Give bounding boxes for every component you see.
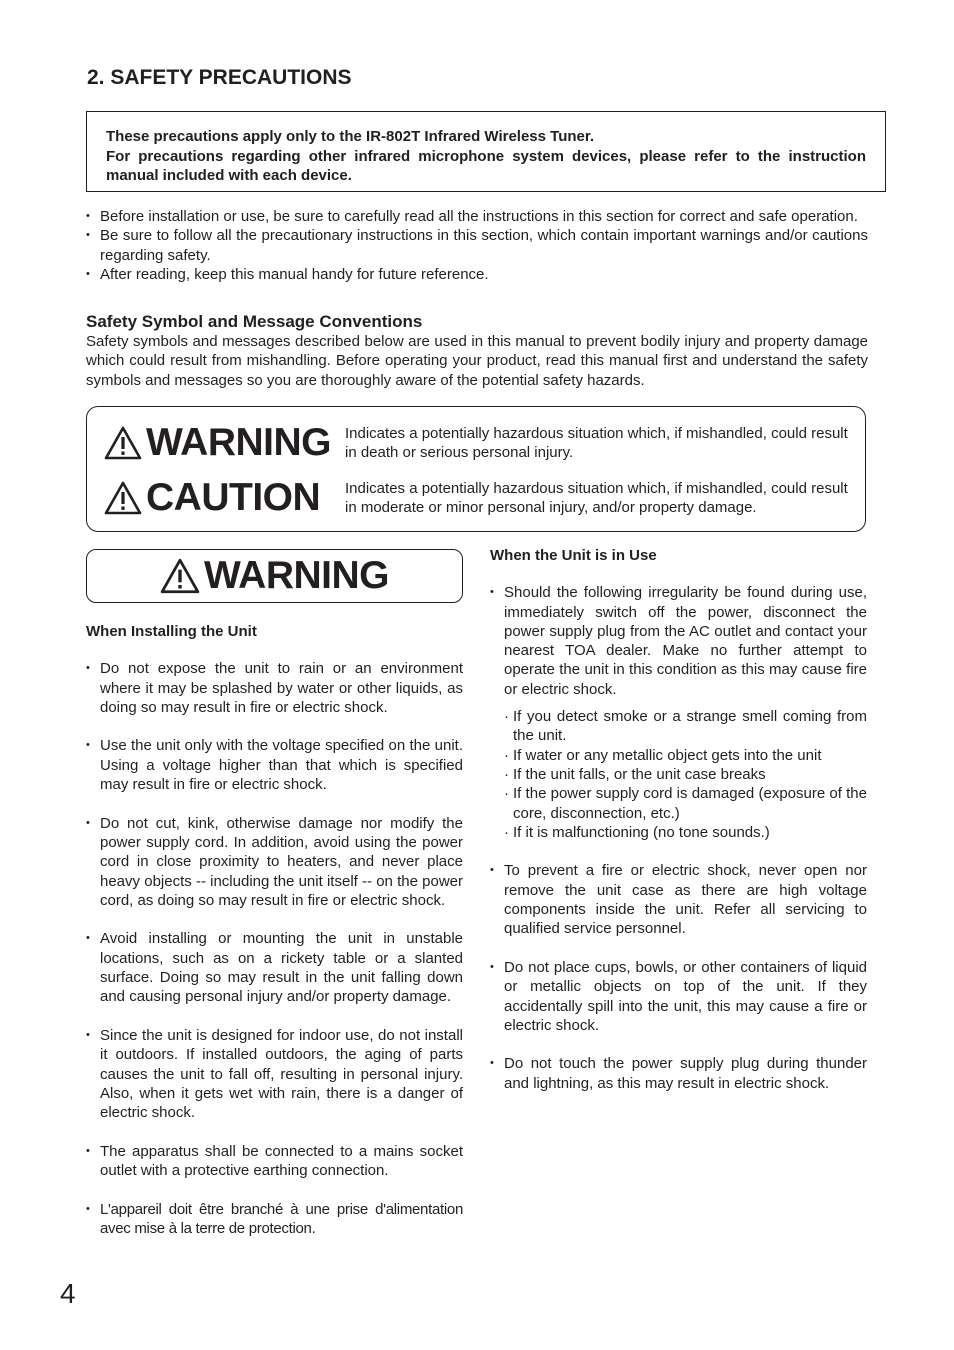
list-item: • Before installation or use, be sure to carefully read all the instructions in this section for correct and safe operation. <box>86 207 868 226</box>
sub-list-item: · If it is malfunctioning (no tone sounds.) <box>504 823 867 842</box>
list-item: • Avoid installing or mounting the unit in unstable locations, such as on a rickety table or a slanted surface. Doing so may result in the unit falling down and causing personal injury and/or property damage. <box>86 929 463 1006</box>
warning-symbol-label <box>104 421 331 465</box>
page-number: 4 <box>60 1278 76 1309</box>
list-item: • Do not place cups, bowls, or other containers of liquid or metallic objects on top of the unit. If they accidentally spill into the unit, this may cause a fire or electric shock. <box>490 958 867 1035</box>
installing-heading: When Installing the Unit <box>86 623 257 640</box>
caution-triangle-icon <box>104 481 142 515</box>
notice-box <box>86 111 886 192</box>
warning-banner-title: WARNING <box>204 554 389 597</box>
conventions-heading: Safety Symbol and Message Conventions <box>86 312 423 331</box>
list-item: • L'appareil doit être branché à une prise d'alimentation avec mise à la terre de protection. <box>86 1200 463 1239</box>
warning-triangle-icon <box>160 558 200 594</box>
list-item: • Be sure to follow all the precautionary instructions in this section, which contain important warnings and/or cautions regarding safety. <box>86 226 868 265</box>
in-use-list <box>490 583 867 1093</box>
list-item: • Since the unit is designed for indoor use, do not install it outdoors. If installed outdoors, the aging of parts causes the unit to fall off, resulting in personal injury. Also, when it gets wet with rain, there is a danger of electric shock. <box>86 1026 463 1122</box>
warning-banner <box>86 549 463 603</box>
installing-section <box>86 623 463 1238</box>
notice-line-1: These precautions apply only to the IR-802T Infrared Wireless Tuner. <box>106 128 595 145</box>
notice-line-2: For precautions regarding other infrared microphone system devices, please refer to the instruction manual included with each device. <box>106 147 866 184</box>
warning-triangle-icon <box>104 426 142 460</box>
warning-description: Indicates a potentially hazardous situation which, if mishandled, could result in death or serious personal injury. <box>345 425 848 462</box>
list-item: • Do not cut, kink, otherwise damage nor modify the power supply cord. In addition, avoid using the power cord in close proximity to heaters, and never place heavy objects -- including the unit itself -- on the power cord, as doing so may result in fire or electric shock. <box>86 814 463 910</box>
irregularity-text: Should the following irregularity be found during use, immediately switch off the power, disconnect the power supply plug from the AC outlet and contact your nearest TOA dealer. Make no further attempt to operate the unit in this condition as this may cause fire or electric shock. <box>504 584 867 698</box>
installing-list <box>86 659 463 1238</box>
list-item: • Do not touch the power supply plug during thunder and lightning, as this may result in electric shock. <box>490 1054 867 1093</box>
sub-list-item: · If water or any metallic object gets into the unit <box>504 746 867 765</box>
irregularity-sublist <box>504 707 867 842</box>
in-use-section <box>490 547 867 1093</box>
in-use-heading: When the Unit is in Use <box>490 547 657 564</box>
list-item: • To prevent a fire or electric shock, never open nor remove the unit case as there are high voltage components inside the unit. Refer all servicing to qualified service personnel. <box>490 861 867 938</box>
caution-word: CAUTION <box>146 476 321 519</box>
caution-description: Indicates a potentially hazardous situation which, if mishandled, could result in moderate or minor personal injury, and/or property damage. <box>345 480 848 517</box>
conventions-body: Safety symbols and messages described below are used in this manual to prevent bodily injury and property damage which could result from mishandling. Before operating your product, read this manual first and understand the safety symbols and messages so you are thoroughly aware of the potential safety hazards. <box>86 333 868 389</box>
intro-bullet-list <box>86 207 868 284</box>
sub-list-item: · If the unit falls, or the unit case breaks <box>504 765 867 784</box>
warning-word: WARNING <box>146 421 331 464</box>
list-item: • After reading, keep this manual handy for future reference. <box>86 265 868 284</box>
list-item: • Use the unit only with the voltage specified on the unit. Using a voltage higher than that which is specified may result in fire or electric shock. <box>86 736 463 794</box>
sub-list-item: · If the power supply cord is damaged (exposure of the core, disconnection, etc.) <box>504 784 867 823</box>
list-item: • The apparatus shall be connected to a mains socket outlet with a protective earthing connection. <box>86 1142 463 1181</box>
sub-list-item: · If you detect smoke or a strange smell coming from the unit. <box>504 707 867 746</box>
safety-symbol-box <box>86 406 866 532</box>
section-title: 2. SAFETY PRECAUTIONS <box>87 66 352 89</box>
caution-symbol-label <box>104 476 320 520</box>
list-item: • Do not expose the unit to rain or an environment where it may be splashed by water or other liquids, as doing so may result in fire or electric shock. <box>86 659 463 717</box>
list-item <box>490 583 867 842</box>
